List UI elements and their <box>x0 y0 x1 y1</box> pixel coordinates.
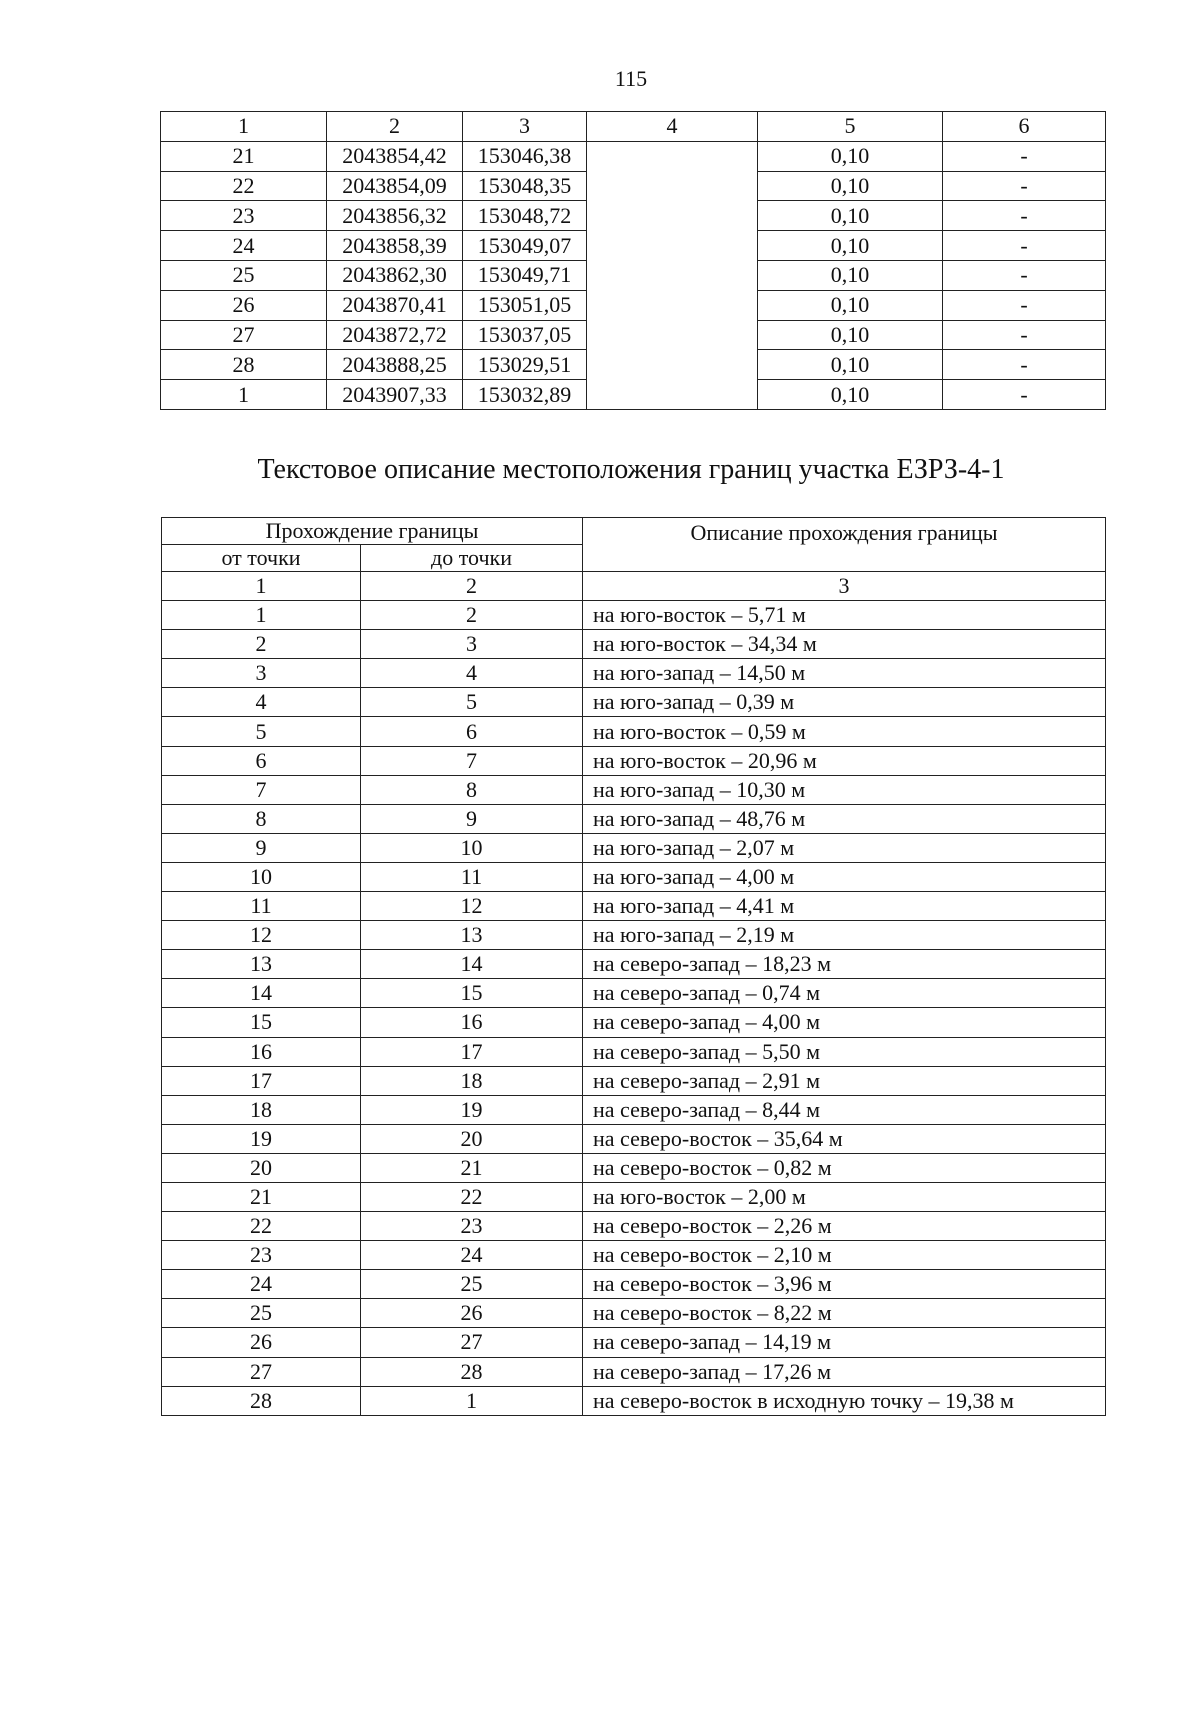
header-cell: 6 <box>943 112 1106 142</box>
table-cell: - <box>943 320 1106 350</box>
description-cell: на северо-запад – 4,00 м <box>583 1008 1106 1037</box>
table-cell: - <box>943 141 1106 171</box>
to-point-cell: 5 <box>361 688 583 717</box>
table-cell: 2043854,09 <box>327 171 463 201</box>
from-point-cell: 8 <box>162 804 361 833</box>
numbering-cell: 3 <box>583 572 1106 601</box>
table-cell: 0,10 <box>758 290 943 320</box>
description-cell: на северо-запад – 5,50 м <box>583 1037 1106 1066</box>
from-point-cell: 13 <box>162 950 361 979</box>
table-row <box>162 1124 1106 1153</box>
from-point-cell: 27 <box>162 1357 361 1386</box>
table-cell: 153037,05 <box>463 320 587 350</box>
description-cell: на северо-запад – 18,23 м <box>583 950 1106 979</box>
table-row <box>162 746 1106 775</box>
to-point-cell: 17 <box>361 1037 583 1066</box>
boundary-description-table <box>161 517 1106 1416</box>
table-cell: 153049,07 <box>463 231 587 261</box>
description-cell: на юго-запад – 0,39 м <box>583 688 1106 717</box>
from-point-cell: 3 <box>162 659 361 688</box>
to-point-cell: 23 <box>361 1212 583 1241</box>
table-row <box>162 717 1106 746</box>
to-point-cell: 13 <box>361 921 583 950</box>
description-cell: на северо-восток в исходную точку – 19,38 м <box>583 1386 1106 1415</box>
header-cell: 3 <box>463 112 587 142</box>
to-point-cell: 1 <box>361 1386 583 1415</box>
description-cell: на северо-восток – 0,82 м <box>583 1153 1106 1182</box>
table-cell: - <box>943 171 1106 201</box>
table-cell: 0,10 <box>758 350 943 380</box>
table-row <box>162 804 1106 833</box>
description-cell: на юго-запад – 4,41 м <box>583 892 1106 921</box>
table-cell: 153051,05 <box>463 290 587 320</box>
table-row <box>162 1212 1106 1241</box>
table-row <box>162 862 1106 891</box>
table-row <box>162 1153 1106 1182</box>
table-row <box>162 775 1106 804</box>
table-cell: 28 <box>161 350 327 380</box>
table-cell: 2043858,39 <box>327 231 463 261</box>
description-cell: на юго-восток – 34,34 м <box>583 630 1106 659</box>
description-cell: на северо-восток – 2,26 м <box>583 1212 1106 1241</box>
from-point-cell: 12 <box>162 921 361 950</box>
to-point-cell: 24 <box>361 1241 583 1270</box>
from-point-cell: 5 <box>162 717 361 746</box>
to-point-cell: 21 <box>361 1153 583 1182</box>
table-row <box>162 979 1106 1008</box>
table-row <box>161 141 1106 171</box>
table-cell: - <box>943 201 1106 231</box>
header-cell: 5 <box>758 112 943 142</box>
header-cell: 2 <box>327 112 463 142</box>
from-point-cell: 4 <box>162 688 361 717</box>
numbering-row <box>162 572 1106 601</box>
description-cell: на юго-восток – 20,96 м <box>583 746 1106 775</box>
table-cell: 22 <box>161 171 327 201</box>
from-point-cell: 6 <box>162 746 361 775</box>
table-cell: 2043854,42 <box>327 141 463 171</box>
table-row <box>162 1357 1106 1386</box>
description-cell: на северо-запад – 2,91 м <box>583 1066 1106 1095</box>
header-from-point: от точки <box>162 545 361 572</box>
from-point-cell: 1 <box>162 601 361 630</box>
to-point-cell: 28 <box>361 1357 583 1386</box>
to-point-cell: 7 <box>361 746 583 775</box>
table-cell: - <box>943 350 1106 380</box>
to-point-cell: 4 <box>361 659 583 688</box>
description-cell: на юго-запад – 14,50 м <box>583 659 1106 688</box>
table-row <box>162 1066 1106 1095</box>
from-point-cell: 21 <box>162 1182 361 1211</box>
to-point-cell: 11 <box>361 862 583 891</box>
table-row <box>162 630 1106 659</box>
from-point-cell: 24 <box>162 1270 361 1299</box>
table-row <box>162 833 1106 862</box>
table-cell: 153046,38 <box>463 141 587 171</box>
from-point-cell: 22 <box>162 1212 361 1241</box>
to-point-cell: 18 <box>361 1066 583 1095</box>
table-cell: 2043872,72 <box>327 320 463 350</box>
from-point-cell: 14 <box>162 979 361 1008</box>
table-cell: - <box>943 231 1106 261</box>
to-point-cell: 2 <box>361 601 583 630</box>
description-cell: на северо-восток – 2,10 м <box>583 1241 1106 1270</box>
to-point-cell: 12 <box>361 892 583 921</box>
description-cell: на юго-запад – 10,30 м <box>583 775 1106 804</box>
description-cell: на юго-запад – 48,76 м <box>583 804 1106 833</box>
table-cell: 2043862,30 <box>327 260 463 290</box>
table-row <box>162 950 1106 979</box>
page-number: 115 <box>614 66 648 91</box>
description-cell: на северо-восток – 3,96 м <box>583 1270 1106 1299</box>
table-row <box>162 1241 1106 1270</box>
to-point-cell: 3 <box>361 630 583 659</box>
table-cell: 0,10 <box>758 320 943 350</box>
table-cell: 0,10 <box>758 231 943 261</box>
from-point-cell: 7 <box>162 775 361 804</box>
header-row <box>162 518 1106 545</box>
table-cell: 2043888,25 <box>327 350 463 380</box>
table-cell: 0,10 <box>758 141 943 171</box>
description-cell: на юго-запад – 2,19 м <box>583 921 1106 950</box>
header-cell: 4 <box>587 112 758 142</box>
from-point-cell: 10 <box>162 862 361 891</box>
table-cell: 153048,72 <box>463 201 587 231</box>
from-point-cell: 25 <box>162 1299 361 1328</box>
table-row <box>162 601 1106 630</box>
table-row <box>162 892 1106 921</box>
table-cell: 2043907,33 <box>327 380 463 410</box>
table-cell: 2043870,41 <box>327 290 463 320</box>
from-point-cell: 18 <box>162 1095 361 1124</box>
header-row <box>161 112 1106 142</box>
table-row <box>162 1095 1106 1124</box>
header-cell: 1 <box>161 112 327 142</box>
description-cell: на юго-запад – 4,00 м <box>583 862 1106 891</box>
from-point-cell: 17 <box>162 1066 361 1095</box>
to-point-cell: 8 <box>361 775 583 804</box>
description-cell: на северо-запад – 0,74 м <box>583 979 1106 1008</box>
table-row <box>162 1270 1106 1299</box>
section-title: Текстовое описание местоположения границ участка ЕЗРЗ-4-1 <box>257 454 1005 485</box>
table-row <box>162 1008 1106 1037</box>
table-cell: - <box>943 260 1106 290</box>
table-cell: 153049,71 <box>463 260 587 290</box>
from-point-cell: 2 <box>162 630 361 659</box>
description-cell: на юго-восток – 0,59 м <box>583 717 1106 746</box>
description-cell: на юго-восток – 5,71 м <box>583 601 1106 630</box>
to-point-cell: 10 <box>361 833 583 862</box>
table-cell: 153029,51 <box>463 350 587 380</box>
from-point-cell: 20 <box>162 1153 361 1182</box>
from-point-cell: 23 <box>162 1241 361 1270</box>
from-point-cell: 15 <box>162 1008 361 1037</box>
to-point-cell: 25 <box>361 1270 583 1299</box>
table-row <box>162 921 1106 950</box>
header-to-point: до точки <box>361 545 583 572</box>
table-cell: 25 <box>161 260 327 290</box>
description-cell: на северо-запад – 17,26 м <box>583 1357 1106 1386</box>
table-cell: 0,10 <box>758 201 943 231</box>
description-cell: на северо-запад – 14,19 м <box>583 1328 1106 1357</box>
header-description: Описание прохождения границы <box>583 518 1106 572</box>
to-point-cell: 20 <box>361 1124 583 1153</box>
from-point-cell: 11 <box>162 892 361 921</box>
table-row <box>162 1386 1106 1415</box>
from-point-cell: 19 <box>162 1124 361 1153</box>
from-point-cell: 16 <box>162 1037 361 1066</box>
table-row <box>162 1299 1106 1328</box>
from-point-cell: 28 <box>162 1386 361 1415</box>
table-row <box>162 688 1106 717</box>
to-point-cell: 14 <box>361 950 583 979</box>
description-cell: на юго-запад – 2,07 м <box>583 833 1106 862</box>
to-point-cell: 15 <box>361 979 583 1008</box>
to-point-cell: 9 <box>361 804 583 833</box>
table-cell: 26 <box>161 290 327 320</box>
table-cell: - <box>943 290 1106 320</box>
from-point-cell: 9 <box>162 833 361 862</box>
header-boundary-passage: Прохождение границы <box>162 518 583 545</box>
table-row <box>162 1182 1106 1211</box>
description-cell: на северо-восток – 8,22 м <box>583 1299 1106 1328</box>
table-cell: 153032,89 <box>463 380 587 410</box>
to-point-cell: 27 <box>361 1328 583 1357</box>
to-point-cell: 22 <box>361 1182 583 1211</box>
table-cell: 24 <box>161 231 327 261</box>
to-point-cell: 6 <box>361 717 583 746</box>
table-row <box>162 659 1106 688</box>
table-cell: 153048,35 <box>463 171 587 201</box>
table-cell: 27 <box>161 320 327 350</box>
table-cell: 0,10 <box>758 380 943 410</box>
table-cell: 1 <box>161 380 327 410</box>
numbering-cell: 2 <box>361 572 583 601</box>
to-point-cell: 16 <box>361 1008 583 1037</box>
description-cell: на юго-восток – 2,00 м <box>583 1182 1106 1211</box>
table-cell: 0,10 <box>758 171 943 201</box>
table-cell: - <box>943 380 1106 410</box>
to-point-cell: 26 <box>361 1299 583 1328</box>
numbering-cell: 1 <box>162 572 361 601</box>
table-cell: 0,10 <box>758 260 943 290</box>
to-point-cell: 19 <box>361 1095 583 1124</box>
description-cell: на северо-восток – 35,64 м <box>583 1124 1106 1153</box>
description-cell: на северо-запад – 8,44 м <box>583 1095 1106 1124</box>
coordinates-table <box>160 111 1106 410</box>
table-row <box>162 1328 1106 1357</box>
table-cell: 23 <box>161 201 327 231</box>
empty-column-cell <box>587 141 758 409</box>
table-row <box>162 1037 1106 1066</box>
table-cell: 2043856,32 <box>327 201 463 231</box>
from-point-cell: 26 <box>162 1328 361 1357</box>
table-cell: 21 <box>161 141 327 171</box>
